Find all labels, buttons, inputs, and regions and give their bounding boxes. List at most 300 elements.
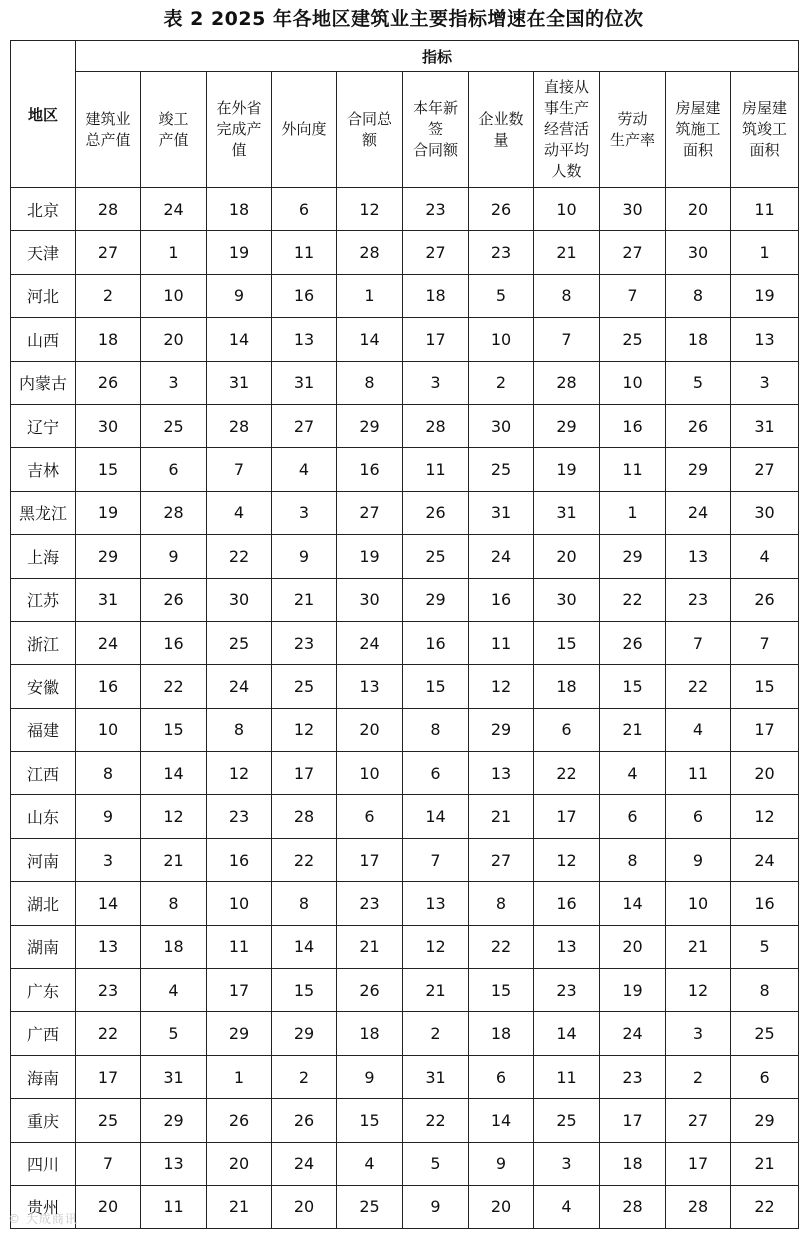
rank-cell: 13: [403, 882, 469, 925]
rank-cell: 27: [469, 838, 534, 881]
column-header: [731, 72, 799, 188]
rank-cell: 18: [207, 188, 272, 231]
rank-cell: 9: [141, 535, 207, 578]
rank-cell: 21: [272, 578, 337, 621]
region-cell: 江苏: [11, 578, 76, 621]
rank-cell: 29: [534, 404, 600, 447]
rank-cell: 27: [403, 231, 469, 274]
rank-cell: 12: [534, 838, 600, 881]
rank-cell: 7: [403, 838, 469, 881]
column-header: [76, 72, 141, 188]
rank-cell: 28: [600, 1185, 666, 1228]
rank-cell: 10: [600, 361, 666, 404]
rank-cell: 20: [666, 188, 731, 231]
rank-cell: 11: [141, 1185, 207, 1228]
table-row: [11, 708, 799, 751]
region-cell: 广西: [11, 1012, 76, 1055]
rank-cell: 4: [534, 1185, 600, 1228]
rank-cell: 19: [534, 448, 600, 491]
rank-cell: 8: [141, 882, 207, 925]
watermark-text: © 大成商讯: [8, 1212, 78, 1226]
rank-cell: 28: [141, 491, 207, 534]
region-cell: 福建: [11, 708, 76, 751]
indicator-group-header: 指标: [76, 41, 799, 72]
rank-cell: 11: [731, 188, 799, 231]
table-row: [11, 925, 799, 968]
rank-cell: 13: [666, 535, 731, 578]
rank-cell: 8: [403, 708, 469, 751]
rank-cell: 14: [76, 882, 141, 925]
column-header: [600, 72, 666, 188]
table-row: [11, 795, 799, 838]
rank-cell: 24: [76, 621, 141, 664]
column-header-line: 竣工: [158, 109, 189, 128]
header-row-columns: [11, 72, 799, 188]
rank-cell: 9: [76, 795, 141, 838]
rank-cell: 12: [403, 925, 469, 968]
rank-cell: 25: [403, 535, 469, 578]
rank-cell: 27: [337, 491, 403, 534]
column-header-line: 值: [231, 141, 247, 159]
table-row: [11, 274, 799, 317]
rank-cell: 4: [141, 969, 207, 1012]
rank-cell: 3: [403, 361, 469, 404]
table-row: [11, 1012, 799, 1055]
region-column-header: 地区: [11, 41, 76, 188]
rank-cell: 12: [141, 795, 207, 838]
rank-cell: 26: [207, 1099, 272, 1142]
rank-cell: 8: [600, 838, 666, 881]
region-cell: 湖北: [11, 882, 76, 925]
rank-cell: 31: [534, 491, 600, 534]
rank-cell: 21: [600, 708, 666, 751]
rank-cell: 6: [403, 752, 469, 795]
region-cell: 湖南: [11, 925, 76, 968]
column-header: [469, 72, 534, 188]
rank-cell: 26: [600, 621, 666, 664]
rank-cell: 4: [207, 491, 272, 534]
rank-cell: 11: [666, 752, 731, 795]
rank-cell: 16: [403, 621, 469, 664]
rank-cell: 3: [141, 361, 207, 404]
column-header: [403, 72, 469, 188]
rank-cell: 14: [207, 318, 272, 361]
rank-cell: 7: [666, 621, 731, 664]
rank-cell: 14: [141, 752, 207, 795]
column-header: [666, 72, 731, 188]
rank-cell: 11: [207, 925, 272, 968]
rank-cell: 15: [141, 708, 207, 751]
rank-cell: 22: [207, 535, 272, 578]
rank-cell: 8: [76, 752, 141, 795]
rank-cell: 31: [403, 1055, 469, 1098]
rank-cell: 28: [403, 404, 469, 447]
rank-cell: 16: [731, 882, 799, 925]
rank-cell: 21: [469, 795, 534, 838]
rank-cell: 8: [207, 708, 272, 751]
rank-cell: 26: [469, 188, 534, 231]
rank-cell: 22: [403, 1099, 469, 1142]
column-header-line: 外向度: [281, 120, 327, 138]
rank-cell: 13: [272, 318, 337, 361]
rank-cell: 25: [731, 1012, 799, 1055]
rank-cell: 13: [469, 752, 534, 795]
column-header-line: 事生产: [543, 99, 589, 117]
rank-cell: 6: [272, 188, 337, 231]
column-header-line: 人数: [551, 162, 582, 180]
rank-cell: 22: [141, 665, 207, 708]
rank-cell: 26: [272, 1099, 337, 1142]
rank-cell: 23: [403, 188, 469, 231]
rank-cell: 31: [272, 361, 337, 404]
rank-cell: 18: [76, 318, 141, 361]
rank-cell: 5: [666, 361, 731, 404]
rank-cell: 22: [272, 838, 337, 881]
rank-cell: 6: [666, 795, 731, 838]
column-header-line: 完成产: [216, 120, 262, 138]
rank-cell: 21: [666, 925, 731, 968]
rank-cell: 25: [469, 448, 534, 491]
rank-cell: 16: [600, 404, 666, 447]
rank-cell: 20: [76, 1185, 141, 1228]
rank-cell: 9: [272, 535, 337, 578]
rank-cell: 10: [141, 274, 207, 317]
rank-cell: 7: [207, 448, 272, 491]
rank-cell: 31: [76, 578, 141, 621]
column-header: [337, 72, 403, 188]
rank-cell: 11: [600, 448, 666, 491]
rank-cell: 29: [76, 535, 141, 578]
rank-cell: 16: [534, 882, 600, 925]
table-row: [11, 535, 799, 578]
rank-cell: 17: [207, 969, 272, 1012]
column-header: [141, 72, 207, 188]
rank-cell: 6: [141, 448, 207, 491]
rank-cell: 20: [207, 1142, 272, 1185]
rank-cell: 17: [403, 318, 469, 361]
rank-cell: 3: [76, 838, 141, 881]
region-cell: 上海: [11, 535, 76, 578]
rank-cell: 10: [337, 752, 403, 795]
rank-cell: 10: [76, 708, 141, 751]
column-header: [272, 72, 337, 188]
rank-cell: 12: [666, 969, 731, 1012]
region-cell: 内蒙古: [11, 361, 76, 404]
rank-cell: 7: [600, 274, 666, 317]
rank-cell: 26: [666, 404, 731, 447]
rank-cell: 5: [469, 274, 534, 317]
table-row: [11, 1099, 799, 1142]
rank-cell: 29: [666, 448, 731, 491]
column-header-line: 总产值: [85, 130, 131, 149]
rank-cell: 16: [469, 578, 534, 621]
rank-cell: 9: [207, 274, 272, 317]
rank-cell: 16: [337, 448, 403, 491]
rank-cell: 18: [600, 1142, 666, 1185]
rank-cell: 16: [76, 665, 141, 708]
rank-cell: 1: [731, 231, 799, 274]
rank-cell: 20: [600, 925, 666, 968]
rank-cell: 12: [207, 752, 272, 795]
rank-cell: 30: [666, 231, 731, 274]
rank-cell: 29: [600, 535, 666, 578]
column-header-line: 量: [493, 130, 509, 149]
rank-cell: 23: [534, 969, 600, 1012]
table-row: [11, 665, 799, 708]
rank-cell: 17: [534, 795, 600, 838]
rank-cell: 23: [337, 882, 403, 925]
rank-cell: 28: [207, 404, 272, 447]
rank-cell: 24: [469, 535, 534, 578]
rank-cell: 31: [731, 404, 799, 447]
rank-cell: 19: [207, 231, 272, 274]
table-row: [11, 404, 799, 447]
rank-cell: 25: [272, 665, 337, 708]
rank-cell: 18: [469, 1012, 534, 1055]
region-cell: 吉林: [11, 448, 76, 491]
column-header-line: 经营活: [543, 120, 589, 138]
rank-cell: 16: [141, 621, 207, 664]
rank-cell: 27: [666, 1099, 731, 1142]
rank-cell: 30: [469, 404, 534, 447]
rank-cell: 21: [207, 1185, 272, 1228]
rank-cell: 11: [469, 621, 534, 664]
rank-cell: 23: [76, 969, 141, 1012]
rank-cell: 30: [76, 404, 141, 447]
region-cell: 重庆: [11, 1099, 76, 1142]
region-cell: 四川: [11, 1142, 76, 1185]
column-header-line: 劳动: [617, 109, 648, 128]
region-cell: 河南: [11, 838, 76, 881]
rank-cell: 19: [731, 274, 799, 317]
rank-cell: 11: [272, 231, 337, 274]
rank-cell: 13: [731, 318, 799, 361]
rank-cell: 26: [141, 578, 207, 621]
rank-cell: 21: [337, 925, 403, 968]
rank-cell: 13: [534, 925, 600, 968]
rank-cell: 4: [731, 535, 799, 578]
rank-cell: 18: [666, 318, 731, 361]
column-header-line: 签: [427, 120, 443, 138]
rank-cell: 26: [731, 578, 799, 621]
region-cell: 山西: [11, 318, 76, 361]
rank-cell: 6: [534, 708, 600, 751]
rank-cell: 5: [403, 1142, 469, 1185]
column-header-line: 筑竣工: [742, 120, 788, 138]
rank-cell: 16: [207, 838, 272, 881]
rank-cell: 9: [469, 1142, 534, 1185]
column-header-line: 本年新: [412, 99, 458, 117]
rank-cell: 24: [207, 665, 272, 708]
rank-cell: 21: [141, 838, 207, 881]
rank-cell: 28: [666, 1185, 731, 1228]
rank-cell: 30: [207, 578, 272, 621]
region-cell: 辽宁: [11, 404, 76, 447]
rank-cell: 8: [272, 882, 337, 925]
rank-cell: 12: [731, 795, 799, 838]
rank-cell: 17: [666, 1142, 731, 1185]
rank-cell: 22: [76, 1012, 141, 1055]
rank-cell: 8: [666, 274, 731, 317]
rank-cell: 8: [731, 969, 799, 1012]
rank-cell: 22: [666, 665, 731, 708]
column-header-line: 额: [361, 130, 377, 149]
table-row: [11, 491, 799, 534]
table-row: [11, 1142, 799, 1185]
rank-cell: 30: [600, 188, 666, 231]
rank-cell: 6: [469, 1055, 534, 1098]
rank-cell: 17: [76, 1055, 141, 1098]
rank-cell: 29: [403, 578, 469, 621]
region-cell: 河北: [11, 274, 76, 317]
rank-cell: 31: [469, 491, 534, 534]
table-row: [11, 361, 799, 404]
rank-cell: 21: [534, 231, 600, 274]
rank-cell: 23: [600, 1055, 666, 1098]
table-row: [11, 621, 799, 664]
rank-cell: 10: [666, 882, 731, 925]
rank-cell: 29: [337, 404, 403, 447]
rank-cell: 19: [76, 491, 141, 534]
rank-cell: 30: [534, 578, 600, 621]
rank-cell: 27: [600, 231, 666, 274]
rank-cell: 28: [337, 231, 403, 274]
rank-cell: 5: [731, 925, 799, 968]
table-row: [11, 752, 799, 795]
table-row: [11, 578, 799, 621]
table-body: [11, 188, 799, 1229]
column-header-line: 合同总: [346, 109, 392, 128]
rank-cell: 11: [403, 448, 469, 491]
rank-cell: 1: [207, 1055, 272, 1098]
rank-cell: 15: [731, 665, 799, 708]
region-cell: 广东: [11, 969, 76, 1012]
rank-cell: 20: [469, 1185, 534, 1228]
rank-cell: 23: [272, 621, 337, 664]
rank-cell: 29: [469, 708, 534, 751]
column-header-line: 动平均: [543, 141, 589, 159]
rank-cell: 15: [600, 665, 666, 708]
column-header-line: 企业数: [478, 109, 524, 128]
rank-cell: 8: [469, 882, 534, 925]
rank-cell: 14: [469, 1099, 534, 1142]
rank-cell: 6: [337, 795, 403, 838]
rank-cell: 13: [141, 1142, 207, 1185]
rank-cell: 14: [337, 318, 403, 361]
rank-cell: 27: [272, 404, 337, 447]
rank-cell: 18: [337, 1012, 403, 1055]
rank-cell: 29: [272, 1012, 337, 1055]
region-cell: 北京: [11, 188, 76, 231]
rank-cell: 26: [76, 361, 141, 404]
rank-cell: 24: [731, 838, 799, 881]
rank-cell: 22: [534, 752, 600, 795]
rank-cell: 24: [600, 1012, 666, 1055]
rank-cell: 7: [731, 621, 799, 664]
rank-cell: 14: [272, 925, 337, 968]
rank-cell: 23: [469, 231, 534, 274]
table-row: [11, 969, 799, 1012]
rank-cell: 3: [534, 1142, 600, 1185]
rank-cell: 25: [207, 621, 272, 664]
table-row: [11, 188, 799, 231]
rank-cell: 25: [337, 1185, 403, 1228]
rank-cell: 15: [337, 1099, 403, 1142]
column-header: [207, 72, 272, 188]
rank-cell: 1: [600, 491, 666, 534]
rank-cell: 24: [272, 1142, 337, 1185]
rank-cell: 20: [141, 318, 207, 361]
region-cell: 贵州: [11, 1185, 76, 1228]
table-row: [11, 231, 799, 274]
rank-cell: 4: [600, 752, 666, 795]
rank-cell: 12: [272, 708, 337, 751]
rank-cell: 26: [337, 969, 403, 1012]
rank-cell: 25: [141, 404, 207, 447]
rank-cell: 19: [337, 535, 403, 578]
rank-cell: 28: [272, 795, 337, 838]
rank-cell: 2: [666, 1055, 731, 1098]
table-title: 表 2 2025 年各地区建筑业主要指标增速在全国的位次: [163, 8, 644, 30]
table-row: [11, 1185, 799, 1228]
column-header-line: 面积: [749, 141, 780, 159]
rank-cell: 29: [207, 1012, 272, 1055]
rank-cell: 10: [469, 318, 534, 361]
rank-cell: 19: [600, 969, 666, 1012]
rank-cell: 5: [141, 1012, 207, 1055]
column-header-line: 建筑业: [85, 109, 131, 128]
rank-cell: 17: [600, 1099, 666, 1142]
table-row: [11, 882, 799, 925]
rank-cell: 20: [731, 752, 799, 795]
rank-cell: 21: [731, 1142, 799, 1185]
rank-cell: 13: [337, 665, 403, 708]
rank-cell: 7: [534, 318, 600, 361]
rank-cell: 6: [600, 795, 666, 838]
rank-cell: 3: [272, 491, 337, 534]
column-header-line: 面积: [682, 141, 713, 159]
rank-cell: 14: [534, 1012, 600, 1055]
rank-cell: 28: [76, 188, 141, 231]
rank-cell: 16: [272, 274, 337, 317]
rank-cell: 4: [337, 1142, 403, 1185]
table-row: [11, 1055, 799, 1098]
rank-cell: 30: [731, 491, 799, 534]
rank-cell: 15: [469, 969, 534, 1012]
region-cell: 浙江: [11, 621, 76, 664]
rank-cell: 13: [76, 925, 141, 968]
table-row: [11, 448, 799, 491]
table-row: [11, 318, 799, 361]
rank-cell: 17: [337, 838, 403, 881]
rank-cell: 15: [76, 448, 141, 491]
header-row-group: [11, 41, 799, 72]
rank-cell: 24: [666, 491, 731, 534]
rank-cell: 18: [534, 665, 600, 708]
rank-cell: 23: [207, 795, 272, 838]
region-cell: 黑龙江: [11, 491, 76, 534]
rank-cell: 4: [666, 708, 731, 751]
region-cell: 天津: [11, 231, 76, 274]
rank-cell: 29: [141, 1099, 207, 1142]
rank-cell: 9: [666, 838, 731, 881]
column-header-line: 直接从: [543, 78, 589, 96]
rank-cell: 6: [731, 1055, 799, 1098]
rank-cell: 25: [600, 318, 666, 361]
rank-cell: 14: [403, 795, 469, 838]
rank-cell: 17: [272, 752, 337, 795]
rank-cell: 30: [337, 578, 403, 621]
